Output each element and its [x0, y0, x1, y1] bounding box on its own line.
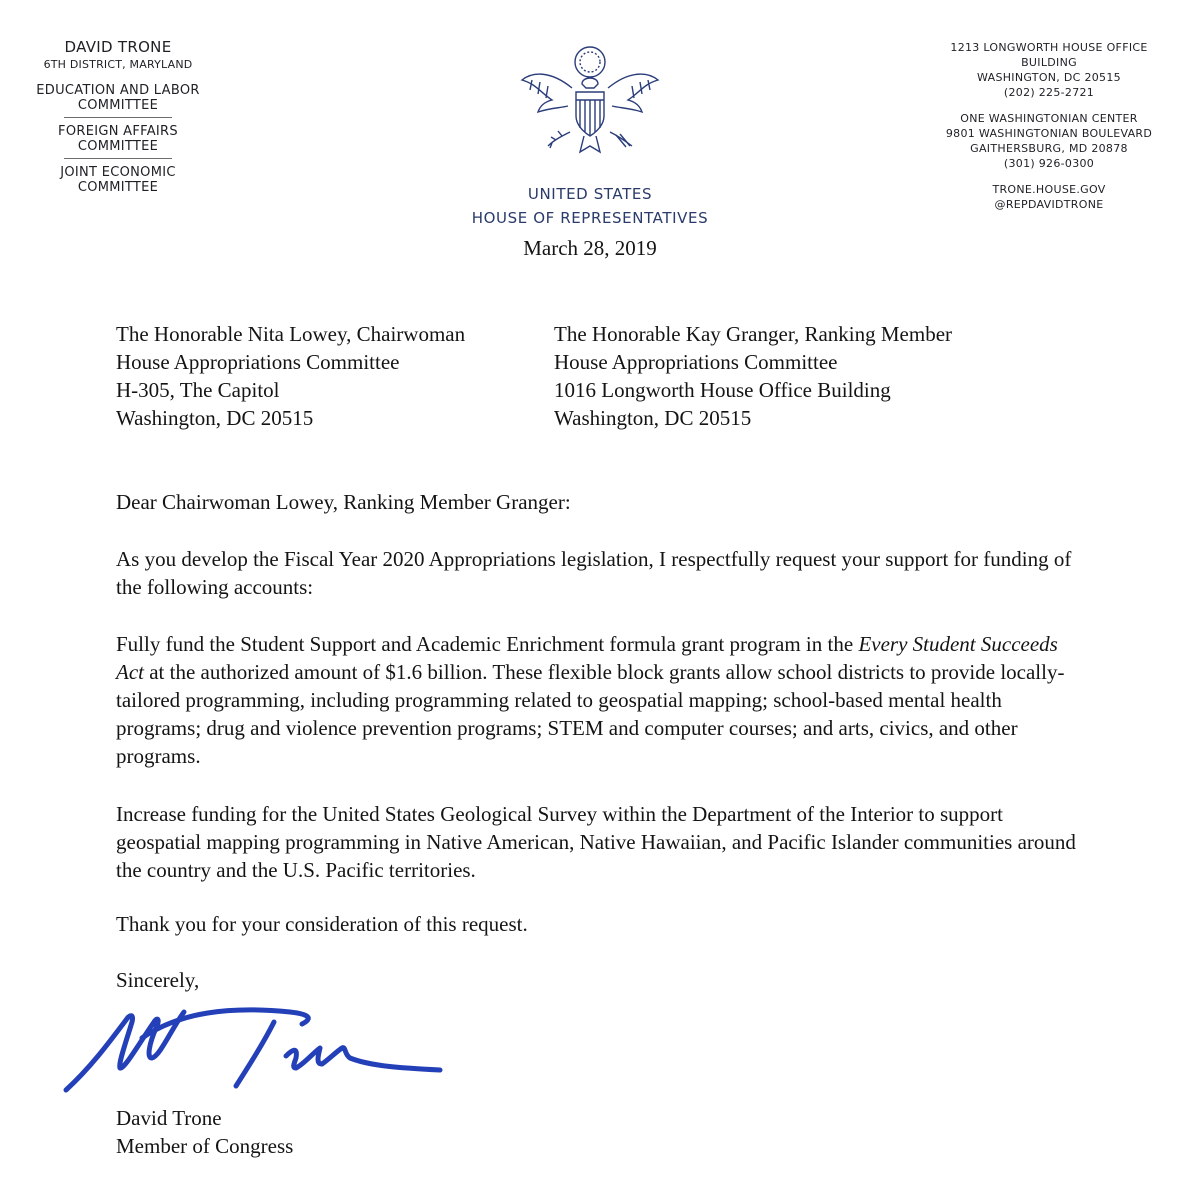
dc-office: [930, 40, 1168, 100]
closing: Sincerely,: [116, 968, 200, 992]
signer-name: David Trone: [116, 1106, 222, 1130]
paragraph-2-start: Fully fund the Student Support and Academic Enrichment formula grant program in the: [116, 632, 859, 656]
address-line: Washington, DC 20515: [554, 406, 752, 430]
social-handle: @REPDAVIDTRONE: [994, 198, 1104, 211]
address-line: The Honorable Nita Lowey, Chairwoman: [116, 322, 466, 346]
signature: [60, 998, 470, 1098]
paragraph-1: As you develop the Fiscal Year 2020 Appropriations legislation, I respectfully request your support for funding of the following accounts:: [116, 547, 1072, 599]
salutation: Dear Chairwoman Lowey, Ranking Member Granger:: [116, 490, 571, 514]
recipient-address-1: [116, 320, 536, 432]
dc-office-line: WASHINGTON, DC 20515: [977, 71, 1121, 84]
divider: [64, 158, 172, 159]
thanks-line: Thank you for your consideration of this request.: [116, 912, 528, 936]
house-title-line1: UNITED STATES: [527, 185, 653, 203]
district-office-line: ONE WASHINGTONIAN CENTER: [960, 112, 1138, 125]
sender-district: 6TH DISTRICT, MARYLAND: [43, 58, 193, 71]
address-line: The Honorable Kay Granger, Ranking Member: [554, 322, 953, 346]
dc-office-line: 1213 LONGWORTH HOUSE OFFICE BUILDING: [950, 41, 1148, 69]
sender-info: [0, 38, 236, 195]
recipient-address-2: [554, 320, 1074, 432]
committee-3: JOINT ECONOMIC COMMITTEE: [60, 165, 176, 195]
house-title-line2: HOUSE OF REPRESENTATIVES: [471, 209, 709, 227]
signer-block: [116, 1104, 293, 1160]
paragraph-3: Increase funding for the United States Geological Survey within the Department of the Interior to support geospatial mapping programming in Native American, Native Hawaiian, and Pacific Islander communities around the country and the U.S. Pacific territories.: [116, 802, 1076, 882]
office-info: [930, 40, 1168, 212]
district-office-phone: (301) 926-0300: [1003, 157, 1095, 170]
committee-1: EDUCATION AND LABOR COMMITTEE: [36, 83, 200, 113]
district-office-line: 9801 WASHINGTONIAN BOULEVARD: [945, 127, 1153, 140]
address-line: H-305, The Capitol: [116, 378, 280, 402]
signer-title: Member of Congress: [116, 1134, 294, 1158]
address-line: Washington, DC 20515: [116, 406, 314, 430]
address-line: 1016 Longworth House Office Building: [554, 378, 891, 402]
web-info: [930, 182, 1168, 212]
house-seal-icon: [510, 40, 670, 170]
address-line: House Appropriations Committee: [116, 350, 400, 374]
paragraph-2-rest: at the authorized amount of $1.6 billion. These flexible block grants allow school districts to provide locally-tailored programming, including programming related to geospatial mapping; school-based mental health programs; drug and violence prevention programs; STEM and computer courses; and arts, civics, and other programs.: [116, 660, 1065, 768]
address-line: House Appropriations Committee: [554, 350, 838, 374]
letter-date: March 28, 2019: [523, 236, 657, 260]
paragraph-2: [116, 630, 1076, 770]
committee-2: FOREIGN AFFAIRS COMMITTEE: [58, 124, 178, 154]
divider: [64, 117, 172, 118]
district-office-line: GAITHERSBURG, MD 20878: [970, 142, 1128, 155]
district-office: [930, 111, 1168, 171]
house-title: [460, 182, 720, 230]
dc-office-phone: (202) 225-2721: [1003, 86, 1095, 99]
act-name: Every Student Succeeds Act: [116, 632, 1058, 684]
sender-name: DAVID TRONE: [64, 38, 172, 56]
website: TRONE.HOUSE.GOV: [992, 183, 1106, 196]
